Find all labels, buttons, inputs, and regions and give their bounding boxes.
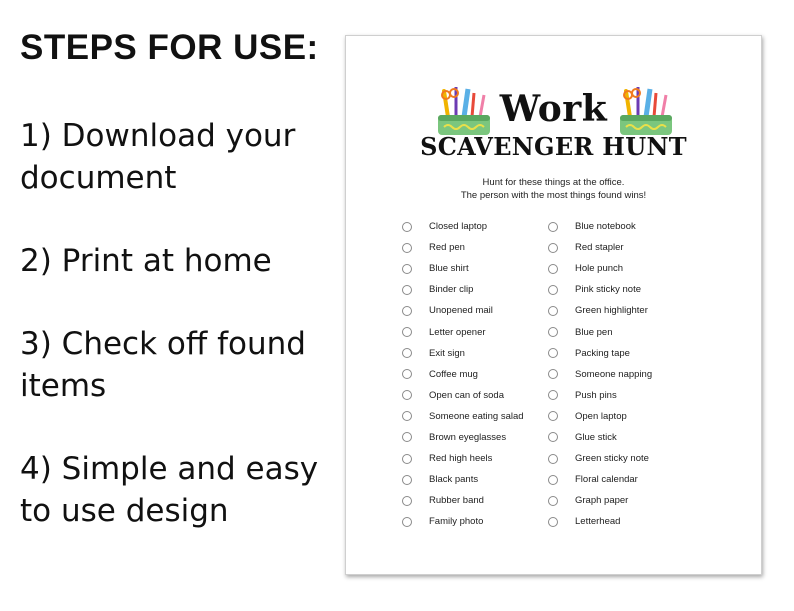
checklist-item-label: Exit sign — [429, 347, 465, 359]
checklist-item — [548, 469, 652, 490]
instructions-line-2: The person with the most things found wins! — [460, 190, 647, 201]
checkbox-circle-icon — [548, 306, 558, 316]
checkbox-circle-icon — [402, 264, 412, 274]
checklist-item — [402, 300, 524, 321]
checkbox-circle-icon — [402, 285, 412, 295]
checkbox-circle-icon — [548, 454, 558, 464]
checkbox-circle-icon — [548, 327, 558, 337]
sheet-subtitle: SCAVENGER HUNT — [420, 132, 687, 161]
checklist-item-label: Floral calendar — [575, 474, 638, 486]
instructions — [346, 176, 761, 202]
checklist-item — [548, 427, 652, 448]
checklist-item-label: Open can of soda — [429, 389, 504, 401]
checkbox-circle-icon — [548, 475, 558, 485]
checkbox-circle-icon — [548, 411, 558, 421]
checklist-item — [402, 279, 524, 300]
checklist-item-label: Green sticky note — [575, 453, 649, 465]
checklist-item-label: Glue stick — [575, 431, 617, 443]
checklist-item — [548, 343, 652, 364]
checklist-item-label: Brown eyeglasses — [429, 431, 507, 443]
checklist-item-label: Coffee mug — [429, 368, 478, 380]
checklist-item-label: Unopened mail — [429, 305, 493, 317]
checklist-item-label: Blue pen — [575, 326, 613, 338]
checklist-item-label: Someone napping — [575, 368, 653, 380]
checklist-item-label: Someone eating salad — [429, 410, 524, 422]
checklist-item — [402, 343, 524, 364]
checklist-item-label: Graph paper — [575, 495, 629, 507]
checkbox-circle-icon — [402, 243, 412, 253]
sheet-header — [346, 81, 761, 161]
checkbox-circle-icon — [402, 327, 412, 337]
checklist-item — [548, 237, 652, 258]
checkbox-circle-icon — [402, 348, 412, 358]
steps-title: STEPS FOR USE: — [20, 28, 319, 67]
checkbox-circle-icon — [402, 432, 412, 442]
checklist-item — [548, 511, 652, 532]
checklist-item-label: Family photo — [429, 516, 484, 528]
checklist-item — [548, 448, 652, 469]
checklist-item-label: Open laptop — [575, 410, 627, 422]
checklist-item-label: Letter opener — [429, 326, 486, 338]
step-4: 4) Simple and easy to use design — [20, 451, 319, 529]
checklist-item-label: Green highlighter — [575, 305, 648, 317]
checklist-item-label: Blue shirt — [429, 263, 469, 275]
checklist-item-label: Black pants — [429, 474, 479, 486]
checklist-item-label: Closed laptop — [429, 221, 488, 233]
checklist-column-2 — [548, 216, 652, 532]
instructions-line-1: Hunt for these things at the office. — [482, 177, 625, 188]
sheet-title: Work — [499, 88, 608, 130]
checklist-item — [402, 448, 524, 469]
checkbox-circle-icon — [548, 348, 558, 358]
checkbox-circle-icon — [548, 432, 558, 442]
checkbox-circle-icon — [548, 517, 558, 527]
checklist-item — [548, 279, 652, 300]
checklist-item-label: Blue notebook — [575, 221, 636, 233]
checklist-item-label: Binder clip — [429, 284, 474, 296]
checklist-item-label: Letterhead — [575, 516, 621, 528]
checklist-item-label: Red stapler — [575, 242, 624, 254]
checklist-item — [548, 258, 652, 279]
checkbox-circle-icon — [402, 390, 412, 400]
checkbox-circle-icon — [548, 496, 558, 506]
checklist-item — [402, 490, 524, 511]
checklist-item — [548, 385, 652, 406]
checkbox-circle-icon — [402, 475, 412, 485]
step-3: 3) Check off found items — [20, 326, 306, 404]
checkbox-circle-icon — [402, 496, 412, 506]
steps-panel — [20, 30, 330, 573]
checklist-item — [402, 469, 524, 490]
checkbox-circle-icon — [402, 222, 412, 232]
checkbox-circle-icon — [548, 369, 558, 379]
checklist-item-label: Packing tape — [575, 347, 630, 359]
checkbox-circle-icon — [548, 243, 558, 253]
checklist-item — [548, 406, 652, 427]
checklist-item-label: Rubber band — [429, 495, 484, 507]
checklist-item — [402, 237, 524, 258]
printable-sheet — [345, 35, 762, 575]
checklist-item — [402, 511, 524, 532]
checkbox-circle-icon — [402, 454, 412, 464]
checklist-item-label: Pink sticky note — [575, 284, 641, 296]
checklist-item-label: Push pins — [575, 389, 617, 401]
checklist-item — [402, 427, 524, 448]
checklist-item — [402, 406, 524, 427]
checkbox-circle-icon — [402, 411, 412, 421]
checkbox-circle-icon — [402, 517, 412, 527]
checklist-column-1 — [402, 216, 524, 532]
checklist-item — [402, 364, 524, 385]
checklist-item-label: Red high heels — [429, 453, 493, 465]
checkbox-circle-icon — [548, 222, 558, 232]
checklist-item — [402, 385, 524, 406]
checklist-item — [548, 364, 652, 385]
checklist-item — [402, 258, 524, 279]
checklist-item-label: Red pen — [429, 242, 465, 254]
checkbox-circle-icon — [548, 264, 558, 274]
checklist-item — [548, 321, 652, 342]
checkbox-circle-icon — [548, 390, 558, 400]
checklist-item-label: Hole punch — [575, 263, 624, 275]
checklist-item — [402, 321, 524, 342]
checklist-item — [548, 490, 652, 511]
checklist-item — [548, 300, 652, 321]
checklist-item — [548, 216, 652, 237]
checkbox-circle-icon — [402, 306, 412, 316]
checklist-item — [402, 216, 524, 237]
checkbox-circle-icon — [402, 369, 412, 379]
step-2: 2) Print at home — [20, 243, 272, 279]
checkbox-circle-icon — [548, 285, 558, 295]
step-1: 1) Download your document — [20, 118, 296, 196]
